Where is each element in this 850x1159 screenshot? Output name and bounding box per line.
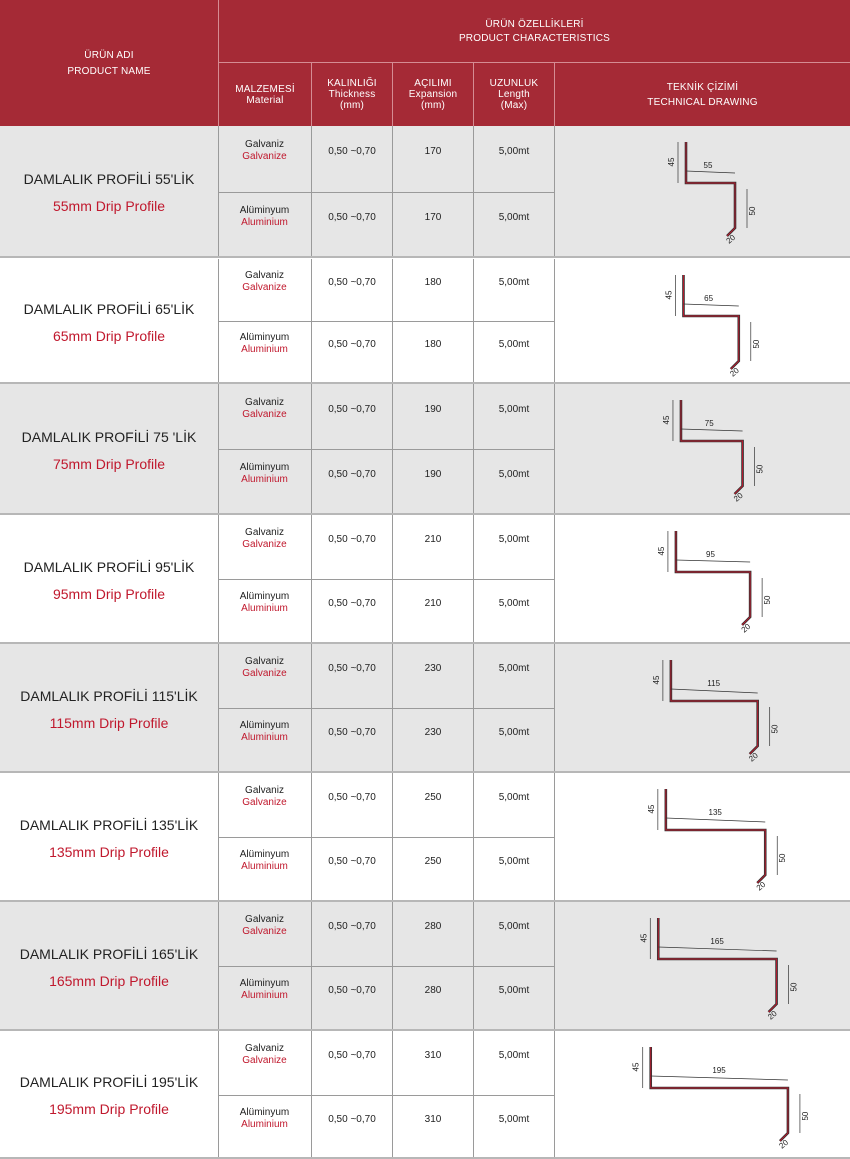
material-en: Aluminium bbox=[241, 603, 288, 614]
expansion-cell bbox=[393, 515, 473, 579]
material-cell bbox=[218, 571, 311, 635]
height-dim-label: 45 bbox=[661, 415, 671, 425]
material-tr: Galvaniz bbox=[245, 914, 284, 925]
thickness-value: 0,50 ~0,70 bbox=[328, 792, 376, 803]
height-dim-label: 45 bbox=[631, 1062, 641, 1072]
thickness-cell bbox=[312, 837, 392, 901]
drip-profile-drawing bbox=[554, 1031, 850, 1158]
expansion-cell bbox=[393, 837, 473, 901]
header-divider bbox=[218, 62, 850, 63]
material-en: Aluminium bbox=[241, 344, 288, 355]
drawing-header-tr: TEKNİK ÇİZİMİ bbox=[666, 81, 739, 93]
product-name-en: 75mm Drip Profile bbox=[52, 455, 166, 472]
thickness-cell bbox=[312, 708, 392, 772]
product-name-tr: DAMLALIK PROFİLİ 195'LİK bbox=[19, 1074, 199, 1090]
table-row bbox=[218, 449, 554, 514]
characteristics-header bbox=[219, 0, 850, 62]
length-value: 5,00mt bbox=[498, 792, 530, 803]
material-en: Galvanize bbox=[242, 926, 287, 937]
length-value: 5,00mt bbox=[498, 1050, 530, 1061]
material-en: Galvanize bbox=[242, 539, 287, 550]
material-tr: Alüminyum bbox=[239, 204, 290, 216]
expansion-cell bbox=[393, 126, 473, 192]
technical-drawing bbox=[554, 126, 850, 257]
width-dim-line bbox=[676, 560, 750, 562]
technical-drawing bbox=[554, 773, 850, 901]
length-header-tr: UZUNLUK bbox=[489, 78, 539, 89]
table-row bbox=[218, 579, 554, 643]
header-divider bbox=[218, 0, 219, 126]
length-cell bbox=[474, 384, 554, 449]
product-group bbox=[0, 644, 850, 772]
expansion-cell bbox=[393, 384, 473, 449]
expansion-cell bbox=[393, 644, 473, 708]
material-tr: Galvaniz bbox=[245, 270, 284, 281]
drip-profile-drawing bbox=[554, 902, 850, 1030]
length-cell bbox=[474, 773, 554, 837]
thickness-cell bbox=[312, 1095, 392, 1158]
material-tr: Alüminyum bbox=[239, 849, 290, 860]
length-value: 5,00mt bbox=[498, 534, 530, 545]
drop-dim-label: 50 bbox=[748, 206, 757, 216]
header-divider bbox=[473, 62, 474, 126]
technical-drawing bbox=[554, 644, 850, 772]
table-row bbox=[218, 259, 554, 321]
thickness-value: 0,50 ~0,70 bbox=[328, 921, 376, 932]
thickness-cell bbox=[312, 644, 392, 708]
material-cell bbox=[218, 376, 311, 441]
length-value: 5,00mt bbox=[498, 663, 530, 674]
technical-drawing bbox=[554, 902, 850, 1030]
table-row bbox=[218, 192, 554, 257]
width-dim-line bbox=[686, 171, 735, 173]
material-tr: Galvaniz bbox=[245, 785, 284, 796]
material-cell bbox=[218, 313, 311, 375]
thickness-cell bbox=[312, 966, 392, 1030]
expansion-value: 310 bbox=[424, 1050, 442, 1061]
length-cell bbox=[474, 902, 554, 966]
lip-dim-label: 20 bbox=[728, 365, 741, 379]
width-dim-line bbox=[658, 947, 776, 951]
expansion-cell bbox=[393, 449, 473, 514]
material-en: Aluminium bbox=[241, 473, 288, 485]
length-cell bbox=[474, 579, 554, 643]
length-value: 5,00mt bbox=[498, 1113, 530, 1125]
table-row bbox=[218, 966, 554, 1030]
thickness-cell bbox=[312, 384, 392, 449]
material-cell bbox=[218, 118, 311, 184]
drip-profile-drawing bbox=[554, 773, 850, 901]
expansion-header-tr: AÇILIMI bbox=[414, 78, 452, 89]
table-row bbox=[218, 837, 554, 901]
material-cell bbox=[218, 251, 311, 313]
header-divider bbox=[392, 62, 393, 126]
expansion-value: 230 bbox=[424, 663, 442, 674]
material-cell bbox=[218, 636, 311, 700]
material-tr: Alüminyum bbox=[239, 591, 290, 602]
product-name-header bbox=[0, 0, 218, 126]
thickness-value: 0,50 ~0,70 bbox=[328, 339, 376, 350]
material-en: Aluminium bbox=[241, 1118, 288, 1130]
lip-dim-label: 20 bbox=[777, 1137, 791, 1151]
length-cell bbox=[474, 515, 554, 579]
drip-profile-drawing bbox=[554, 644, 850, 772]
lip-dim-label: 20 bbox=[732, 490, 745, 504]
length-cell bbox=[474, 321, 554, 383]
product-name-cell bbox=[0, 644, 218, 772]
thickness-cell bbox=[312, 902, 392, 966]
thickness-header bbox=[312, 63, 392, 126]
expansion-value: 280 bbox=[424, 921, 442, 932]
length-value: 5,00mt bbox=[498, 339, 530, 350]
expansion-value: 230 bbox=[424, 727, 442, 738]
thickness-cell bbox=[312, 126, 392, 192]
drip-profile-drawing bbox=[554, 384, 850, 514]
product-name-en: 195mm Drip Profile bbox=[49, 1101, 169, 1117]
length-value: 5,00mt bbox=[498, 146, 530, 157]
width-dim-line bbox=[681, 429, 743, 431]
product-name-en: 95mm Drip Profile bbox=[52, 585, 166, 602]
product-name-en: 115mm Drip Profile bbox=[49, 714, 169, 731]
length-cell bbox=[474, 644, 554, 708]
thickness-value: 0,50 ~0,70 bbox=[328, 277, 376, 288]
width-dim-line bbox=[683, 304, 738, 306]
table-row bbox=[218, 126, 554, 192]
length-value: 5,00mt bbox=[498, 277, 530, 288]
profile-outline bbox=[683, 275, 738, 369]
thickness-value: 0,50 ~0,70 bbox=[328, 534, 376, 545]
expansion-cell bbox=[393, 708, 473, 772]
expansion-value: 170 bbox=[424, 146, 442, 157]
material-cell bbox=[218, 765, 311, 829]
expansion-value: 210 bbox=[424, 534, 442, 545]
drip-profile-drawing bbox=[554, 515, 850, 643]
product-name-header-tr: ÜRÜN ADI bbox=[84, 49, 134, 61]
thickness-value: 0,50 ~0,70 bbox=[328, 985, 376, 996]
technical-drawing bbox=[554, 515, 850, 643]
product-name-en: 65mm Drip Profile bbox=[52, 327, 166, 344]
material-tr: Galvaniz bbox=[245, 656, 284, 667]
material-tr: Galvaniz bbox=[245, 396, 284, 408]
material-header-en: Material bbox=[246, 94, 284, 106]
profile-core bbox=[676, 531, 750, 625]
profile-outline bbox=[658, 918, 776, 1012]
material-en: Galvanize bbox=[242, 668, 287, 679]
characteristics-header-tr: ÜRÜN ÖZELLİKLERİ bbox=[485, 18, 584, 30]
lip-dim-label: 20 bbox=[754, 879, 768, 893]
length-value: 5,00mt bbox=[498, 985, 530, 996]
material-cell bbox=[218, 700, 311, 764]
length-header-unit: (Max) bbox=[500, 100, 528, 111]
product-name-en: 165mm Drip Profile bbox=[49, 972, 169, 989]
height-dim-label: 45 bbox=[646, 804, 656, 814]
table-row bbox=[218, 1095, 554, 1158]
material-cell bbox=[218, 829, 311, 893]
material-tr: Alüminyum bbox=[239, 332, 290, 343]
height-dim-label: 45 bbox=[656, 546, 666, 556]
length-cell bbox=[474, 1031, 554, 1095]
expansion-value: 190 bbox=[424, 468, 442, 480]
expansion-value: 180 bbox=[424, 339, 442, 350]
product-name-tr: DAMLALIK PROFİLİ 95'LİK bbox=[23, 558, 195, 575]
product-name-tr: DAMLALIK PROFİLİ 65'LİK bbox=[23, 300, 195, 317]
drop-dim-label: 50 bbox=[789, 982, 799, 992]
thickness-cell bbox=[312, 773, 392, 837]
height-dim-label: 45 bbox=[651, 675, 661, 685]
product-group bbox=[0, 902, 850, 1030]
material-cell bbox=[218, 1023, 311, 1087]
drop-dim-label: 50 bbox=[763, 595, 773, 605]
thickness-value: 0,50 ~0,70 bbox=[328, 146, 376, 157]
expansion-value: 170 bbox=[424, 211, 442, 223]
material-en: Aluminium bbox=[241, 732, 288, 743]
table-row bbox=[218, 644, 554, 708]
lip-dim-label: 20 bbox=[724, 232, 738, 246]
thickness-cell bbox=[312, 515, 392, 579]
expansion-cell bbox=[393, 902, 473, 966]
expansion-value: 180 bbox=[424, 277, 442, 288]
product-group bbox=[0, 259, 850, 383]
material-en: Galvanize bbox=[242, 797, 287, 808]
profile-core bbox=[651, 1047, 788, 1141]
thickness-value: 0,50 ~0,70 bbox=[328, 598, 376, 609]
material-cell bbox=[218, 1087, 311, 1150]
drop-dim-label: 50 bbox=[751, 339, 761, 349]
expansion-header-en: Expansion bbox=[408, 89, 458, 100]
table-header bbox=[0, 0, 850, 126]
material-en: Aluminium bbox=[241, 990, 288, 1001]
product-group bbox=[0, 384, 850, 514]
technical-drawing bbox=[554, 384, 850, 514]
drop-dim-label: 50 bbox=[800, 1111, 810, 1121]
width-dim-label: 135 bbox=[708, 808, 722, 817]
expansion-cell bbox=[393, 773, 473, 837]
thickness-value: 0,50 ~0,70 bbox=[328, 856, 376, 867]
material-en: Aluminium bbox=[241, 861, 288, 872]
drop-dim-label: 50 bbox=[755, 464, 765, 474]
product-name-tr: DAMLALIK PROFİLİ 115'LİK bbox=[20, 687, 198, 704]
expansion-header bbox=[393, 63, 473, 126]
width-dim-label: 75 bbox=[704, 419, 714, 428]
material-header-tr: MALZEMESİ bbox=[235, 83, 295, 95]
profile-core bbox=[681, 400, 743, 494]
product-name-cell bbox=[0, 902, 218, 1030]
table-row bbox=[218, 773, 554, 837]
product-name-tr: DAMLALIK PROFİLİ 75 'LİK bbox=[21, 428, 197, 445]
lip-dim-label: 20 bbox=[766, 1008, 779, 1022]
thickness-value: 0,50 ~0,70 bbox=[328, 1050, 376, 1061]
thickness-value: 0,50 ~0,70 bbox=[328, 663, 376, 674]
material-en: Galvanize bbox=[242, 408, 287, 420]
expansion-cell bbox=[393, 966, 473, 1030]
product-name-tr: DAMLALIK PROFİLİ 135'LİK bbox=[19, 816, 199, 833]
product-group bbox=[0, 1031, 850, 1158]
thickness-value: 0,50 ~0,70 bbox=[328, 727, 376, 738]
expansion-value: 250 bbox=[424, 792, 442, 803]
characteristics-header-en: PRODUCT CHARACTERISTICS bbox=[458, 32, 611, 44]
profile-outline bbox=[681, 400, 743, 494]
product-name-header-en: PRODUCT NAME bbox=[67, 65, 151, 77]
profile-core bbox=[683, 275, 738, 369]
width-dim-line bbox=[671, 689, 758, 693]
width-dim-label: 115 bbox=[707, 679, 721, 688]
drop-dim-label: 50 bbox=[778, 853, 788, 863]
material-cell bbox=[218, 441, 311, 506]
expansion-cell bbox=[393, 259, 473, 321]
length-value: 5,00mt bbox=[498, 727, 530, 738]
thickness-value: 0,50 ~0,70 bbox=[328, 403, 376, 415]
width-dim-label: 165 bbox=[710, 937, 724, 946]
product-group bbox=[0, 515, 850, 643]
material-tr: Galvaniz bbox=[245, 1043, 284, 1054]
expansion-cell bbox=[393, 192, 473, 257]
product-name-cell bbox=[0, 773, 218, 901]
material-tr: Galvaniz bbox=[245, 527, 284, 538]
length-cell bbox=[474, 259, 554, 321]
product-name-en: 55mm Drip Profile bbox=[52, 198, 166, 214]
expansion-value: 310 bbox=[424, 1113, 442, 1125]
product-name-cell bbox=[0, 126, 218, 257]
material-cell bbox=[218, 507, 311, 571]
table-row bbox=[218, 515, 554, 579]
profile-outline bbox=[671, 660, 758, 754]
width-dim-line bbox=[651, 1076, 788, 1080]
drop-dim-label: 50 bbox=[770, 724, 780, 734]
expansion-cell bbox=[393, 321, 473, 383]
length-value: 5,00mt bbox=[498, 211, 530, 223]
thickness-header-unit: (mm) bbox=[339, 100, 365, 111]
material-cell bbox=[218, 958, 311, 1022]
expansion-value: 250 bbox=[424, 856, 442, 867]
length-cell bbox=[474, 1095, 554, 1158]
profile-outline bbox=[686, 142, 735, 236]
material-cell bbox=[218, 184, 311, 249]
material-tr: Alüminyum bbox=[239, 1106, 290, 1118]
profile-core bbox=[686, 142, 735, 236]
profile-core bbox=[658, 918, 776, 1012]
table-row bbox=[218, 708, 554, 772]
expansion-cell bbox=[393, 1031, 473, 1095]
thickness-header-en: Thickness bbox=[328, 89, 376, 100]
material-header bbox=[219, 63, 311, 126]
profile-outline bbox=[666, 789, 765, 883]
technical-drawing bbox=[554, 1031, 850, 1158]
thickness-cell bbox=[312, 321, 392, 383]
profile-core bbox=[671, 660, 758, 754]
expansion-header-unit: (mm) bbox=[420, 100, 446, 111]
thickness-cell bbox=[312, 192, 392, 257]
length-cell bbox=[474, 966, 554, 1030]
thickness-cell bbox=[312, 449, 392, 514]
height-dim-label: 45 bbox=[639, 933, 649, 943]
width-dim-label: 95 bbox=[706, 550, 715, 559]
length-header-en: Length bbox=[498, 89, 530, 100]
height-dim-label: 45 bbox=[664, 290, 674, 300]
length-value: 5,00mt bbox=[498, 598, 530, 609]
length-cell bbox=[474, 449, 554, 514]
width-dim-label: 195 bbox=[712, 1066, 726, 1075]
thickness-value: 0,50 ~0,70 bbox=[328, 211, 376, 223]
width-dim-label: 65 bbox=[704, 294, 714, 303]
thickness-header-tr: KALINLIĞI bbox=[327, 78, 377, 89]
table-row bbox=[218, 321, 554, 383]
thickness-cell bbox=[312, 259, 392, 321]
width-dim-label: 55 bbox=[703, 161, 713, 170]
profile-outline bbox=[676, 531, 750, 625]
product-name-cell bbox=[0, 259, 218, 383]
width-dim-line bbox=[666, 818, 765, 822]
header-divider bbox=[554, 62, 555, 126]
product-name-cell bbox=[0, 515, 218, 643]
product-name-tr: DAMLALIK PROFİLİ 165'LİK bbox=[19, 945, 199, 962]
table-row bbox=[218, 902, 554, 966]
product-name-tr: DAMLALIK PROFİLİ 55'LİK bbox=[23, 171, 195, 187]
length-header bbox=[474, 63, 554, 126]
material-en: Galvanize bbox=[242, 151, 287, 162]
length-cell bbox=[474, 192, 554, 257]
length-cell bbox=[474, 837, 554, 901]
length-value: 5,00mt bbox=[498, 468, 530, 480]
material-tr: Alüminyum bbox=[239, 978, 290, 989]
expansion-value: 280 bbox=[424, 985, 442, 996]
product-group bbox=[0, 773, 850, 901]
expansion-value: 210 bbox=[424, 598, 442, 609]
material-tr: Alüminyum bbox=[239, 720, 290, 731]
product-name-cell bbox=[0, 384, 218, 514]
profile-core bbox=[666, 789, 765, 883]
thickness-cell bbox=[312, 1031, 392, 1095]
lip-dim-label: 20 bbox=[739, 621, 753, 635]
drawing-header bbox=[555, 63, 850, 126]
thickness-cell bbox=[312, 579, 392, 643]
product-group bbox=[0, 126, 850, 257]
product-name-en: 135mm Drip Profile bbox=[49, 843, 169, 860]
header-divider bbox=[311, 62, 312, 126]
profile-outline bbox=[651, 1047, 788, 1141]
material-en: Galvanize bbox=[242, 282, 287, 293]
expansion-value: 190 bbox=[424, 403, 442, 415]
material-en: Galvanize bbox=[242, 1055, 287, 1066]
drawing-header-en: TECHNICAL DRAWING bbox=[647, 96, 758, 108]
thickness-value: 0,50 ~0,70 bbox=[328, 468, 376, 480]
length-cell bbox=[474, 708, 554, 772]
drip-profile-drawing bbox=[554, 259, 850, 383]
expansion-cell bbox=[393, 579, 473, 643]
thickness-value: 0,50 ~0,70 bbox=[328, 1113, 376, 1125]
technical-drawing bbox=[554, 259, 850, 383]
length-cell bbox=[474, 126, 554, 192]
table-row bbox=[218, 384, 554, 449]
length-value: 5,00mt bbox=[498, 856, 530, 867]
length-value: 5,00mt bbox=[498, 403, 530, 415]
expansion-cell bbox=[393, 1095, 473, 1158]
product-name-cell bbox=[0, 1031, 218, 1158]
length-value: 5,00mt bbox=[498, 921, 530, 932]
height-dim-label: 45 bbox=[667, 157, 676, 167]
material-en: Aluminium bbox=[241, 216, 288, 228]
table-row bbox=[218, 1031, 554, 1095]
group-divider bbox=[0, 256, 850, 258]
lip-dim-label: 20 bbox=[747, 750, 760, 764]
material-cell bbox=[218, 894, 311, 958]
material-tr: Alüminyum bbox=[239, 461, 290, 473]
material-tr: Galvaniz bbox=[245, 139, 284, 150]
drip-profile-drawing bbox=[554, 126, 850, 257]
